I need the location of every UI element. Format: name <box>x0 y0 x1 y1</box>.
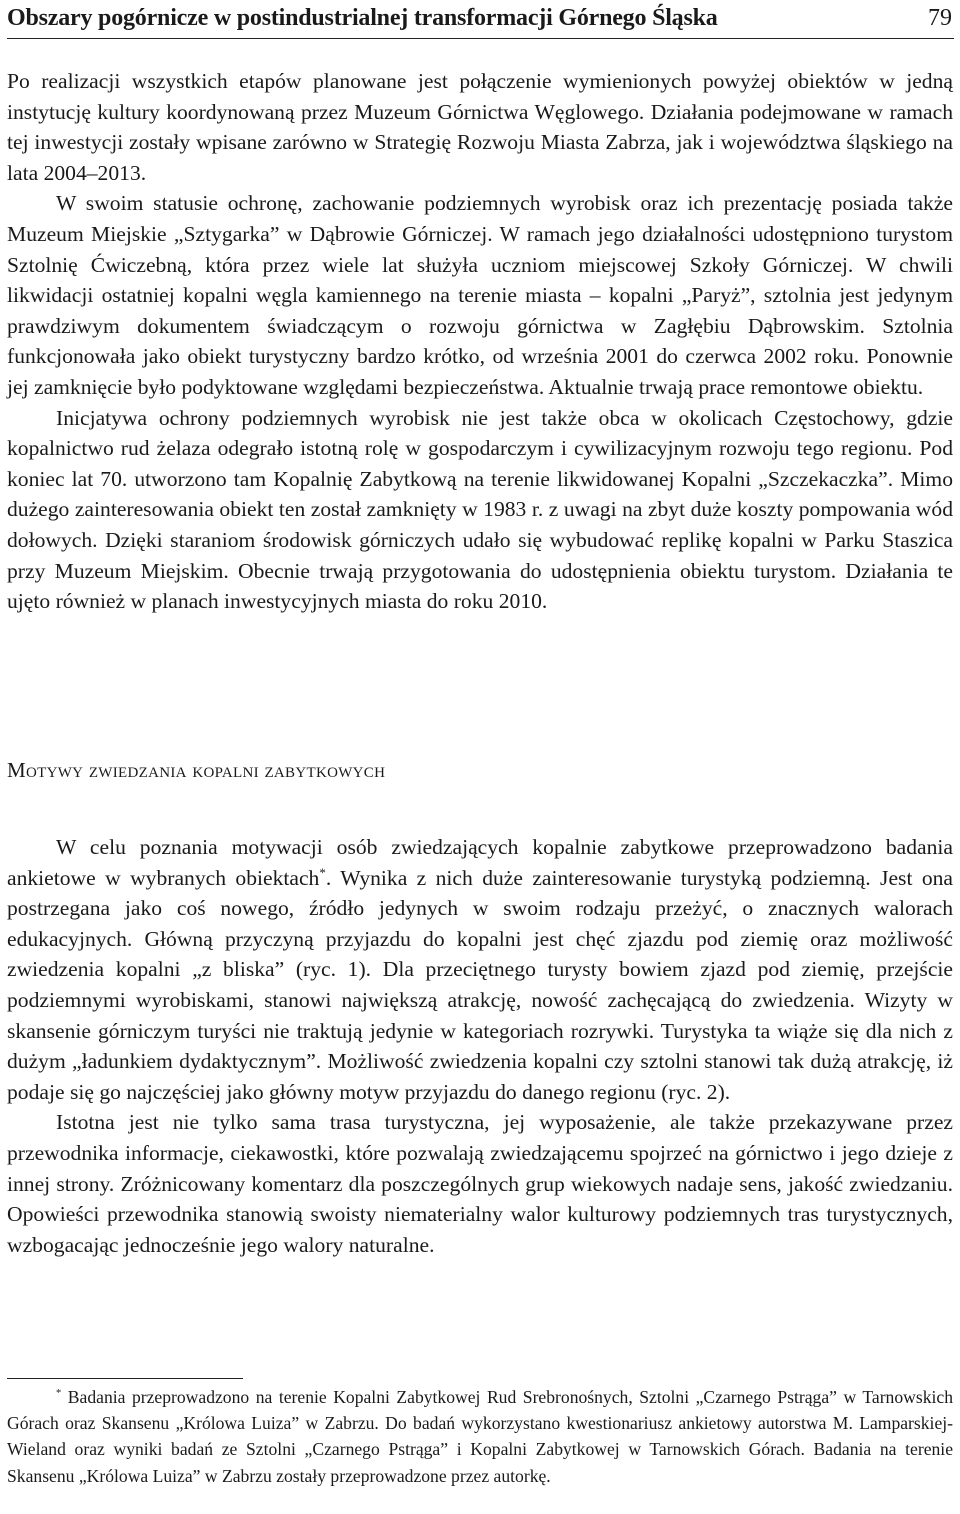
body-text-section <box>7 832 953 1260</box>
paragraph: Istotna jest nie tylko sama trasa turystyczna, jej wyposażenie, ale także przekazywane przez przewodnika informacje, ciekawostki, które pozwalają zwiedzającemu spojrzeć na górnictwo i jego dzieje z innej strony. Zróżnicowany komentarz dla poszczególnych grup wiekowych nadaje sens, jakość zwiedzaniu. Opowieści przewodnika stanowią swoisty niematerialny walor kulturowy podziemnych tras turystycznych, wzbogacając jednocześnie jego walory naturalne. <box>7 1110 953 1257</box>
footnote <box>7 1384 953 1489</box>
footnote-text: Badania przeprowadzono na terenie Kopalni Zabytkowej Rud Srebronośnych, Sztolni „Czarnego Pstrąga” w Tarnowskich Górach oraz Skansenu „Królowa Luiza” w Zabrzu. Do badań wykorzystano kwestionariusz ankietowy autorstwa M. Lamparskiej-Wieland oraz wyniki badań ze Sztolni „Czarnego Pstrąga” i Kopalni Zabytkowej w Tarnowskich Górach. Badania na terenie Skansenu „Królowa Luiza” w Zabrzu zostały przeprowadzone przez autorkę. <box>7 1387 953 1486</box>
footnote-paragraph <box>7 1384 953 1489</box>
paragraph-text: . Wynika z nich duże zainteresowanie turystyką podziemną. Jest ona postrzegana jako coś nowego, źródło jedynych w swoim rodzaju przeżyć, o znacznych walorach edukacyjnych. Główną przyczyną przyjazdu do kopalni jest chęć zjazdu pod ziemię oraz możliwość zwiedzenia kopalni „z bliska” (ryc. 1). Dla przeciętnego turysty bowiem zjazd pod ziemię, przejście podziemnymi wyrobiskami, stanowi największą atrakcję, nowość zachęcającą do zwiedzenia. Wizyty w skansenie górniczym turyści nie traktują jedynie w kategoriach rozrywki. Turystyka ta wiąże się dla nich z dużym „ładunkiem dydaktycznym”. Możliwość zwiedzenia kopalni czy sztolni stanowi tak dużą atrakcję, iż podaje się go najczęściej jako główny motyw przyjazdu do danego regionu (ryc. 2). <box>7 865 953 1104</box>
paragraph <box>7 832 953 1107</box>
footnote-reference: * <box>319 864 326 880</box>
body-text-top <box>7 66 953 617</box>
footnote-mark: * <box>56 1388 62 1400</box>
paragraph: Po realizacji wszystkich etapów planowane jest połączenie wymienionych powyżej obiektów w jedną instytucję kultury koordynowaną przez Muzeum Górnictwa Węglowego. Działania podejmowane w ramach tej inwestycji zostały wpisane zarówno w Strategię Rozwoju Miasta Zabrza, jak i województwa śląskiego na lata 2004–2013. <box>7 69 953 185</box>
running-header <box>7 0 954 39</box>
paragraph: Inicjatywa ochrony podziemnych wyrobisk nie jest także obca w okolicach Częstochowy, gdzie kopalnictwo rud żelaza odegrało istotną rolę w gospodarczym i cywilizacyjnym rozwoju tego regionu. Pod koniec lat 70. utworzono tam Kopalnię Zabytkową na terenie likwidowanej Kopalni „Szczekaczka”. Mimo dużego zainteresowania obiekt ten został zamknięty w 1983 r. z uwagi na zbyt duże koszty pompowania wód dołowych. Dzięki staraniom środowisk górniczych udało się wybudować replikę kopalni w Parku Staszica przy Muzeum Miejskim. Obecnie trwają przygotowania do udostępnienia obiektu turystom. Działania te ujęto również w planach inwestycyjnych miasta do roku 2010. <box>7 405 953 614</box>
section-heading: Motywy zwiedzania kopalni zabytkowych <box>7 758 386 782</box>
footnote-divider <box>7 1378 243 1379</box>
paragraph: W swoim statusie ochronę, zachowanie podziemnych wyrobisk oraz ich prezentację posiada także Muzeum Miejskie „Sztygarka” w Dąbrowie Górniczej. W ramach jego działalności udostępniono turystom Sztolnię Ćwiczebną, która przez wiele lat służyła uczniom miejscowej Szkoły Górniczej. W chwili likwidacji ostatniej kopalni węgla kamiennego na terenie miasta – kopalni „Paryż”, sztolnia jest jedynym prawdziwym dokumentem świadczącym o rozwoju górnictwa w Zagłębiu Dąbrowskim. Sztolnia funkcjonowała jako obiekt turystyczny bardzo krótko, od września 2001 do czerwca 2002 roku. Ponownie jej zamknięcie było podyktowane względami bezpieczeństwa. Aktualnie trwają prace remontowe obiektu. <box>7 191 953 399</box>
page-number: 79 <box>928 5 952 31</box>
paragraph-text: W celu poznania motywacji osób zwiedzających kopalnie zabytkowe przeprowadzono badania ankietowe w wybranych obiektach <box>7 835 953 890</box>
running-title: Obszary pogórnicze w postindustrialnej transformacji Górnego Śląska <box>7 5 718 31</box>
